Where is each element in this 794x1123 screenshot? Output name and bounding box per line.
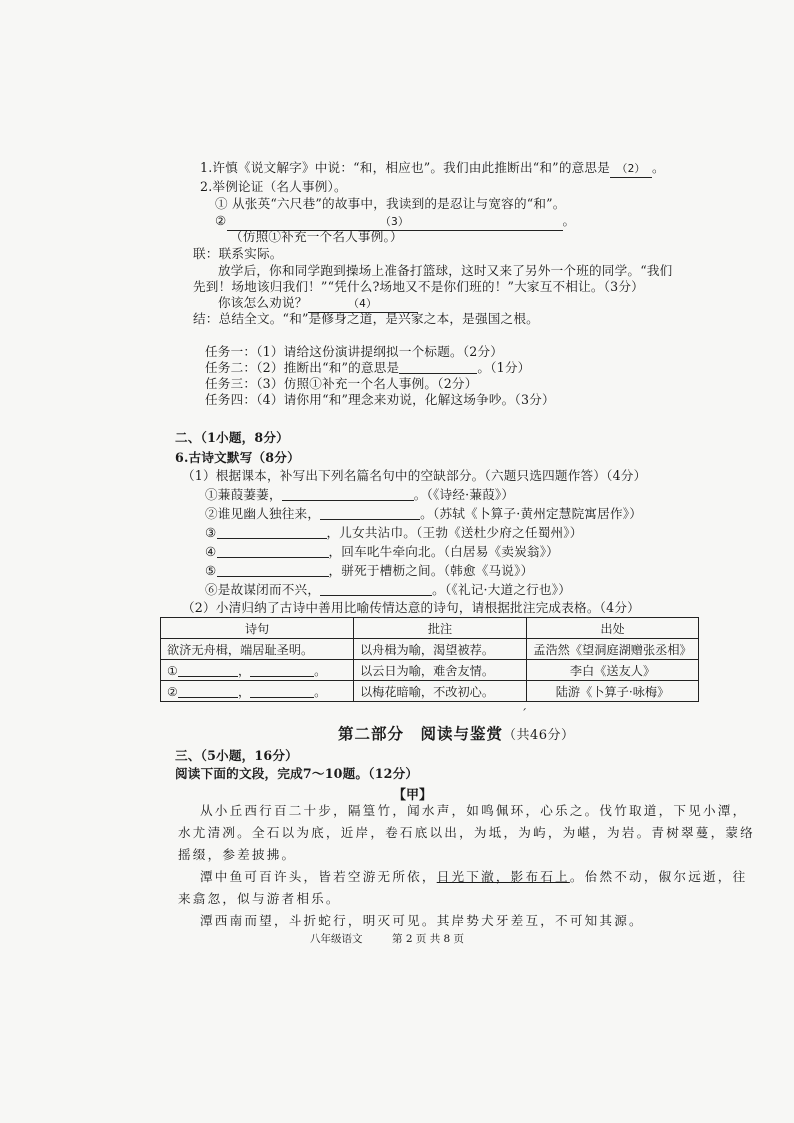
q2-example-2-marker: ② xyxy=(215,213,227,228)
poem-line-2: ②谁见幽人独往来， 。（苏轼《卜算子·黄州定慧院寓居作》） xyxy=(205,506,643,521)
q2-example-2-blank: （3） xyxy=(227,214,563,231)
table-header-row xyxy=(161,618,699,639)
advice-prompt: 你该怎么劝说？ xyxy=(218,295,308,310)
task-3: 任务三：（3）仿照①补充一个名人事例。（2分） xyxy=(205,376,478,391)
table-row xyxy=(161,681,699,702)
question-1 xyxy=(200,160,665,178)
passage-line: 水尤清冽。全石以为底，近岸，卷石底以出，为坻，为屿，为嵁，为岩。青树翠蔓，蒙络 xyxy=(178,825,755,840)
footer-subject: 八年级语文 xyxy=(310,933,363,945)
poem-line-3: ③ ，儿女共沾巾。（王勃《送杜少府之任蜀州》） xyxy=(205,525,583,540)
q1-text: 1.许慎《说文解字》中说：“和，相应也”。我们由此推断出“和”的意思是 xyxy=(200,160,610,175)
table-cell: 李白《送友人》 xyxy=(527,660,699,681)
lian-label: 联：联系实际。 xyxy=(193,246,283,261)
conclusion-line: 结：总结全文。“和”是修身之道，是兴家之本，是强国之根。 xyxy=(193,311,539,326)
table-header: 批注 xyxy=(354,618,527,639)
q6-1-intro: （1）根据课本，补写出下列名篇名句中的空缺部分。（六题只选四题作答）（4分） xyxy=(182,468,647,483)
table-cell-blank: ① ， 。 xyxy=(161,660,354,681)
poem-line-4: ④ ，回车叱牛牵向北。（白居易《卖炭翁》） xyxy=(205,544,559,559)
poem-line-5: ⑤ ，骈死于槽枥之间。（韩愈《马说》） xyxy=(205,563,534,578)
footer-page: 第 2 页 共 8 页 xyxy=(392,933,465,945)
passage-label: 【甲】 xyxy=(393,788,433,803)
q6-title: 6.古诗文默写（8分） xyxy=(175,450,300,465)
q1-blank: （2） xyxy=(610,161,652,178)
table-cell: 以梅花暗喻，不改初心。 xyxy=(354,681,527,702)
poem-blank-4 xyxy=(217,544,329,558)
poem-blank-2 xyxy=(320,506,420,520)
table-row xyxy=(161,660,699,681)
reading-intro: 阅读下面的文段，完成7～10题。（12分） xyxy=(175,766,419,781)
poem-blank-3 xyxy=(217,525,327,539)
q2-example-1: ① 从张英“六尺巷”的故事中，我读到的是忍让与宽容的“和”。 xyxy=(215,196,566,211)
poem-table xyxy=(160,617,699,702)
passage-line: 摇缀，参差披拂。 xyxy=(178,847,297,862)
poem-line-6: ⑥是故谋闭而不兴， 。（《礼记·大道之行也》） xyxy=(205,582,571,597)
passage-line: 来翕忽，似与游者相乐。 xyxy=(178,891,341,906)
poem-blank-6 xyxy=(320,582,432,596)
advice-blank: （4） xyxy=(308,296,418,313)
q6-2-intro: （2）小清归纳了古诗中善用比喻传情达意的诗句，请根据批注完成表格。（4分） xyxy=(182,600,640,615)
table-cell-blank: ② ， 。 xyxy=(161,681,354,702)
poem-blank-5 xyxy=(217,563,329,577)
question-2-title: 2.举例论证（名人事例）。 xyxy=(200,179,347,194)
passage-line: 潭西南而望，斗折蛇行，明灭可见。其岸势犬牙差互，不可知其源。 xyxy=(200,913,644,928)
part-two-title: 第二部分 阅读与鉴赏（共46分） xyxy=(338,724,575,743)
table-cell: 以云日为喻，难舍友情。 xyxy=(354,660,527,681)
table-row xyxy=(161,639,699,660)
q2-example-2-tail: 。 xyxy=(562,213,576,228)
poem-line-1: ①蒹葭萋萋， 。（《诗经·蒹葭》） xyxy=(205,487,515,502)
task-2: 任务二：（2）推断出“和”的意思是 。（1分） xyxy=(205,360,531,375)
task-1: 任务一：（1）请给这份演讲提纲拟一个标题。（2分） xyxy=(205,344,504,359)
table-header: 出处 xyxy=(527,618,699,639)
section-two-heading: 二、（1小题，8分） xyxy=(175,430,289,445)
table-cell: 欲济无舟楫，端居耻圣明。 xyxy=(161,639,354,660)
scenario-line-1: 放学后，你和同学跑到操场上准备打篮球，这时又来了另外一个班的同学。“我们 xyxy=(218,263,673,278)
part-two-score: （共46分） xyxy=(503,728,575,743)
table-cell: 以舟楫为喻，渴望被荐。 xyxy=(354,639,527,660)
q1-tail: 。 xyxy=(652,160,665,175)
section-three-heading: 三、（5小题，16分） xyxy=(175,748,298,763)
stray-mark: ˊ xyxy=(521,707,527,721)
q2-note: （仿照①补充一个名人事例。） xyxy=(230,229,403,244)
poem-blank-1 xyxy=(282,487,414,501)
table-header: 诗句 xyxy=(161,618,354,639)
passage-line: 潭中鱼可百许头，皆若空游无所依，日光下澈，影布石上。佁然不动，俶尔远逝，往 xyxy=(200,869,748,884)
task-2-blank xyxy=(399,360,477,374)
scenario-line-2: 先到！场地该归我们！”“凭什么?场地又不是你们班的！”大家互不相让。（3分） xyxy=(193,279,644,294)
table-cell: 陆游《卜算子·咏梅》 xyxy=(527,681,699,702)
table-cell: 孟浩然《望洞庭湖赠张丞相》 xyxy=(527,639,699,660)
underlined-phrase: 日光下澈，影布石上 xyxy=(436,869,570,884)
task-4: 任务四：（4）请你用“和”理念来劝说，化解这场争吵。（3分） xyxy=(205,392,555,407)
passage-line: 从小丘西行百二十步，隔篁竹，闻水声，如鸣佩环，心乐之。伐竹取道，下见小潭， xyxy=(200,803,748,818)
